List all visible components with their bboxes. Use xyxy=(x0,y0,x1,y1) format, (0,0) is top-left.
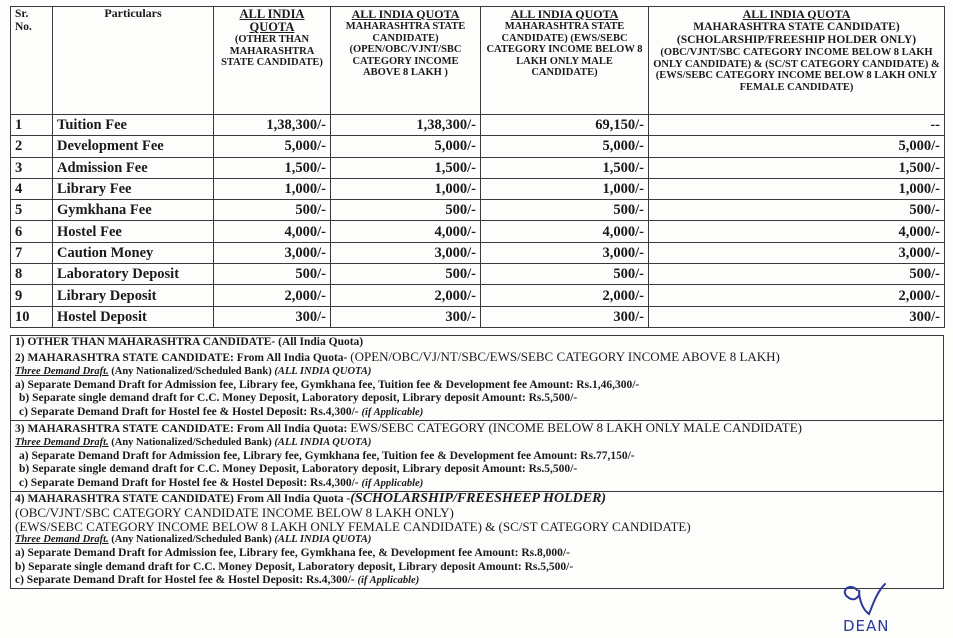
row-amount: 4,000/- xyxy=(649,221,945,242)
header-quota-title: ALL INDIA QUOTA xyxy=(510,7,619,21)
note-section-3 xyxy=(10,421,944,492)
note-line: b) Separate single demand draft for C.C. Money Deposit, Laboratory deposit, Library deposit Amount: Rs.5,500/- xyxy=(15,560,574,573)
row-amount: 1,38,300/- xyxy=(214,115,331,136)
row-amount: 4,000/- xyxy=(481,221,649,242)
row-amount: 3,000/- xyxy=(331,242,481,263)
note-category: (SCHOLARSHIP/FREESHEEP HOLDER) xyxy=(350,490,607,506)
note-text: c) Separate Demand Draft for Hostel fee & Hostel Deposit: Rs.4,300/- xyxy=(15,574,358,587)
header-particulars: Particulars xyxy=(53,7,214,115)
note-line: a) Separate Demand Draft for Admission fee, Library fee, Gymkhana fee, & Development fee Amount: Rs.8,000/- xyxy=(15,546,570,559)
quota-label: (ALL INDIA QUOTA) xyxy=(274,534,372,546)
header-sr-no: Sr. No. xyxy=(11,7,53,115)
header-quota-title: ALL INDIA QUOTA xyxy=(351,7,460,21)
fee-table xyxy=(10,6,945,328)
row-amount: 300/- xyxy=(481,306,649,327)
bank-label: (Any Nationalized/Scheduled Bank) xyxy=(108,534,275,546)
row-amount: 300/- xyxy=(331,306,481,327)
row-amount: 5,000/- xyxy=(481,136,649,157)
row-sr: 3 xyxy=(11,157,53,178)
row-amount: 500/- xyxy=(481,200,649,221)
note-category: (OPEN/OBC/VJ/NT/SBC/EWS/SEBC CATEGORY INCOME ABOVE 8 LAKH) xyxy=(350,348,780,364)
row-sr: 7 xyxy=(11,242,53,263)
note-line xyxy=(15,406,939,420)
if-applicable-label: (if Applicable) xyxy=(361,477,424,489)
note-line: a) Separate Demand Draft for Admission fee, Library fee, Gymkhana fee, Tuition fee & Development fee Amount: Rs.77,150/- xyxy=(19,449,635,462)
table-row xyxy=(11,285,945,306)
row-amount: 3,000/- xyxy=(481,242,649,263)
row-particular: Tuition Fee xyxy=(53,115,214,136)
row-amount: 500/- xyxy=(331,200,481,221)
table-row xyxy=(11,136,945,157)
row-amount: 3,000/- xyxy=(649,242,945,263)
row-amount: 1,500/- xyxy=(214,157,331,178)
header-quota-desc: MAHARASHTRA STATE CANDIDATE) xyxy=(693,21,900,33)
row-amount: 5,000/- xyxy=(331,136,481,157)
row-amount: 5,000/- xyxy=(214,136,331,157)
header-quota-desc: MAHARASHTRA STATE CANDIDATE) (OPEN/OBC/VJNT/SBC CATEGORY INCOME ABOVE 8 LAKH ) xyxy=(345,21,466,78)
note-heading: 4) MAHARASHTRA STATE CANDIDATE) From All India Quota - xyxy=(15,492,351,505)
row-sr: 2 xyxy=(11,136,53,157)
row-sr: 8 xyxy=(11,264,53,285)
row-amount: 3,000/- xyxy=(214,242,331,263)
header-quota-desc: (SCHOLARSHIP/FREESHIP HOLDER ONLY) xyxy=(676,34,917,46)
if-applicable-label: (if Applicable) xyxy=(361,406,424,418)
header-quota-other-than-maharashtra xyxy=(214,7,331,115)
table-row xyxy=(11,221,945,242)
table-row xyxy=(11,200,945,221)
row-sr: 9 xyxy=(11,285,53,306)
row-amount: 69,150/- xyxy=(481,115,649,136)
table-row xyxy=(11,306,945,327)
header-quota-open-category xyxy=(331,7,481,115)
row-amount: 300/- xyxy=(649,306,945,327)
row-particular: Library Deposit xyxy=(53,285,214,306)
header-quota-scholarship xyxy=(649,7,945,115)
note-line xyxy=(15,533,939,547)
note-text: c) Separate Demand Draft for Hostel fee & Hostel Deposit: Rs.4,300/- xyxy=(19,405,362,418)
row-particular: Hostel Fee xyxy=(53,221,214,242)
signature-stroke xyxy=(845,584,885,614)
note-line xyxy=(15,477,939,491)
table-row xyxy=(11,264,945,285)
note-line: (EWS/SEBC CATEGORY INCOME BELOW 8 LAKH ONLY FEMALE CANDIDATE) & (SC/ST CATEGORY CANDIDATE) xyxy=(15,518,691,534)
note-heading: 3) MAHARASHTRA STATE CANDIDATE: From All India Quota: xyxy=(15,422,351,435)
note-heading: 2) MAHARASHTRA STATE CANDIDATE: From All India Quota- xyxy=(15,351,351,364)
row-amount: 300/- xyxy=(214,306,331,327)
row-amount: 500/- xyxy=(214,264,331,285)
header-quota-desc: MAHARASHTRA STATE CANDIDATE) (EWS/SEBC CATEGORY INCOME BELOW 8 LAKH ONLY MALE CANDIDATE) xyxy=(486,21,643,78)
header-quota-title: ALL INDIA QUOTA xyxy=(239,7,305,34)
row-particular: Laboratory Deposit xyxy=(53,264,214,285)
row-amount: 2,000/- xyxy=(481,285,649,306)
note-line xyxy=(15,365,939,379)
payment-instructions xyxy=(10,335,944,589)
demand-draft-label: Three Demand Draft. xyxy=(15,366,109,378)
row-sr: 1 xyxy=(11,115,53,136)
table-row xyxy=(11,178,945,199)
note-category: EWS/SEBC CATEGORY (INCOME BELOW 8 LAKH ONLY MALE CANDIDATE) xyxy=(350,419,802,435)
row-particular: Hostel Deposit xyxy=(53,306,214,327)
row-amount: 2,000/- xyxy=(214,285,331,306)
demand-draft-label: Three Demand Draft. xyxy=(15,437,109,449)
note-text: c) Separate Demand Draft for Hostel fee & Hostel Deposit: Rs.4,300/- xyxy=(19,476,362,489)
dean-label: DEAN xyxy=(843,617,890,635)
row-particular: Library Fee xyxy=(53,178,214,199)
note-line: 1) OTHER THAN MAHARASHTRA CANDIDATE- (All India Quota) xyxy=(15,336,364,348)
note-section-1-2 xyxy=(10,335,944,421)
row-particular: Admission Fee xyxy=(53,157,214,178)
row-amount: 1,000/- xyxy=(481,178,649,199)
note-line xyxy=(15,436,939,450)
note-line xyxy=(15,350,939,366)
row-sr: 10 xyxy=(11,306,53,327)
row-amount: 500/- xyxy=(214,200,331,221)
note-line: b) Separate single demand draft for C.C. Money Deposit, Laboratory deposit, Library deposit Amount: Rs.5,500/- xyxy=(19,392,578,405)
row-sr: 6 xyxy=(11,221,53,242)
note-line: b) Separate single demand draft for C.C. Money Deposit, Laboratory deposit, Library deposit Amount: Rs.5,500/- xyxy=(19,463,578,476)
header-quota-title: ALL INDIA QUOTA xyxy=(742,7,851,21)
row-amount: 2,000/- xyxy=(649,285,945,306)
header-quota-desc: (OBC/VJNT/SBC CATEGORY INCOME BELOW 8 LAKH ONLY CANDIDATE) & (SC/ST CATEGORY CANDIDATE) & (EWS/SEBC CATEGORY INCOME BELOW 8 LAKH ONLY FEMALE CANDIDATE) xyxy=(653,47,940,93)
bank-label: (Any Nationalized/Scheduled Bank) xyxy=(108,366,275,378)
note-line xyxy=(15,574,939,588)
row-amount: 1,000/- xyxy=(649,178,945,199)
row-amount: 2,000/- xyxy=(331,285,481,306)
demand-draft-label: Three Demand Draft. xyxy=(15,534,109,546)
row-amount: 500/- xyxy=(481,264,649,285)
note-line xyxy=(15,492,939,507)
row-amount: -- xyxy=(649,115,945,136)
row-amount: 1,500/- xyxy=(481,157,649,178)
row-amount: 1,000/- xyxy=(331,178,481,199)
note-section-4 xyxy=(10,492,944,589)
row-particular: Caution Money xyxy=(53,242,214,263)
quota-label: (ALL INDIA QUOTA) xyxy=(274,366,372,378)
if-applicable-label: (if Applicable) xyxy=(357,575,420,587)
row-particular: Gymkhana Fee xyxy=(53,200,214,221)
header-quota-desc: (OTHER THAN MAHARASHTRA STATE CANDIDATE) xyxy=(221,34,323,68)
row-amount: 1,500/- xyxy=(649,157,945,178)
table-row xyxy=(11,242,945,263)
header-quota-ews-male xyxy=(481,7,649,115)
header-row xyxy=(11,7,945,115)
row-amount: 4,000/- xyxy=(214,221,331,242)
table-row xyxy=(11,157,945,178)
row-amount: 500/- xyxy=(649,200,945,221)
note-line: (OBC/VJNT/SBC CATEGORY CANDIDATE INCOME BELOW 8 LAKH ONLY) xyxy=(15,505,454,521)
note-line xyxy=(15,421,939,437)
row-amount: 500/- xyxy=(331,264,481,285)
table-row xyxy=(11,115,945,136)
quota-label: (ALL INDIA QUOTA) xyxy=(274,437,372,449)
row-sr: 4 xyxy=(11,178,53,199)
row-amount: 1,38,300/- xyxy=(331,115,481,136)
row-particular: Development Fee xyxy=(53,136,214,157)
row-amount: 4,000/- xyxy=(331,221,481,242)
row-amount: 1,500/- xyxy=(331,157,481,178)
bank-label: (Any Nationalized/Scheduled Bank) xyxy=(108,437,275,449)
row-sr: 5 xyxy=(11,200,53,221)
note-line: a) Separate Demand Draft for Admission fee, Library fee, Gymkhana fee, Tuition fee & Development fee Amount: Rs.1,46,300/- xyxy=(15,378,640,391)
row-amount: 500/- xyxy=(649,264,945,285)
row-amount: 1,000/- xyxy=(214,178,331,199)
row-amount: 5,000/- xyxy=(649,136,945,157)
